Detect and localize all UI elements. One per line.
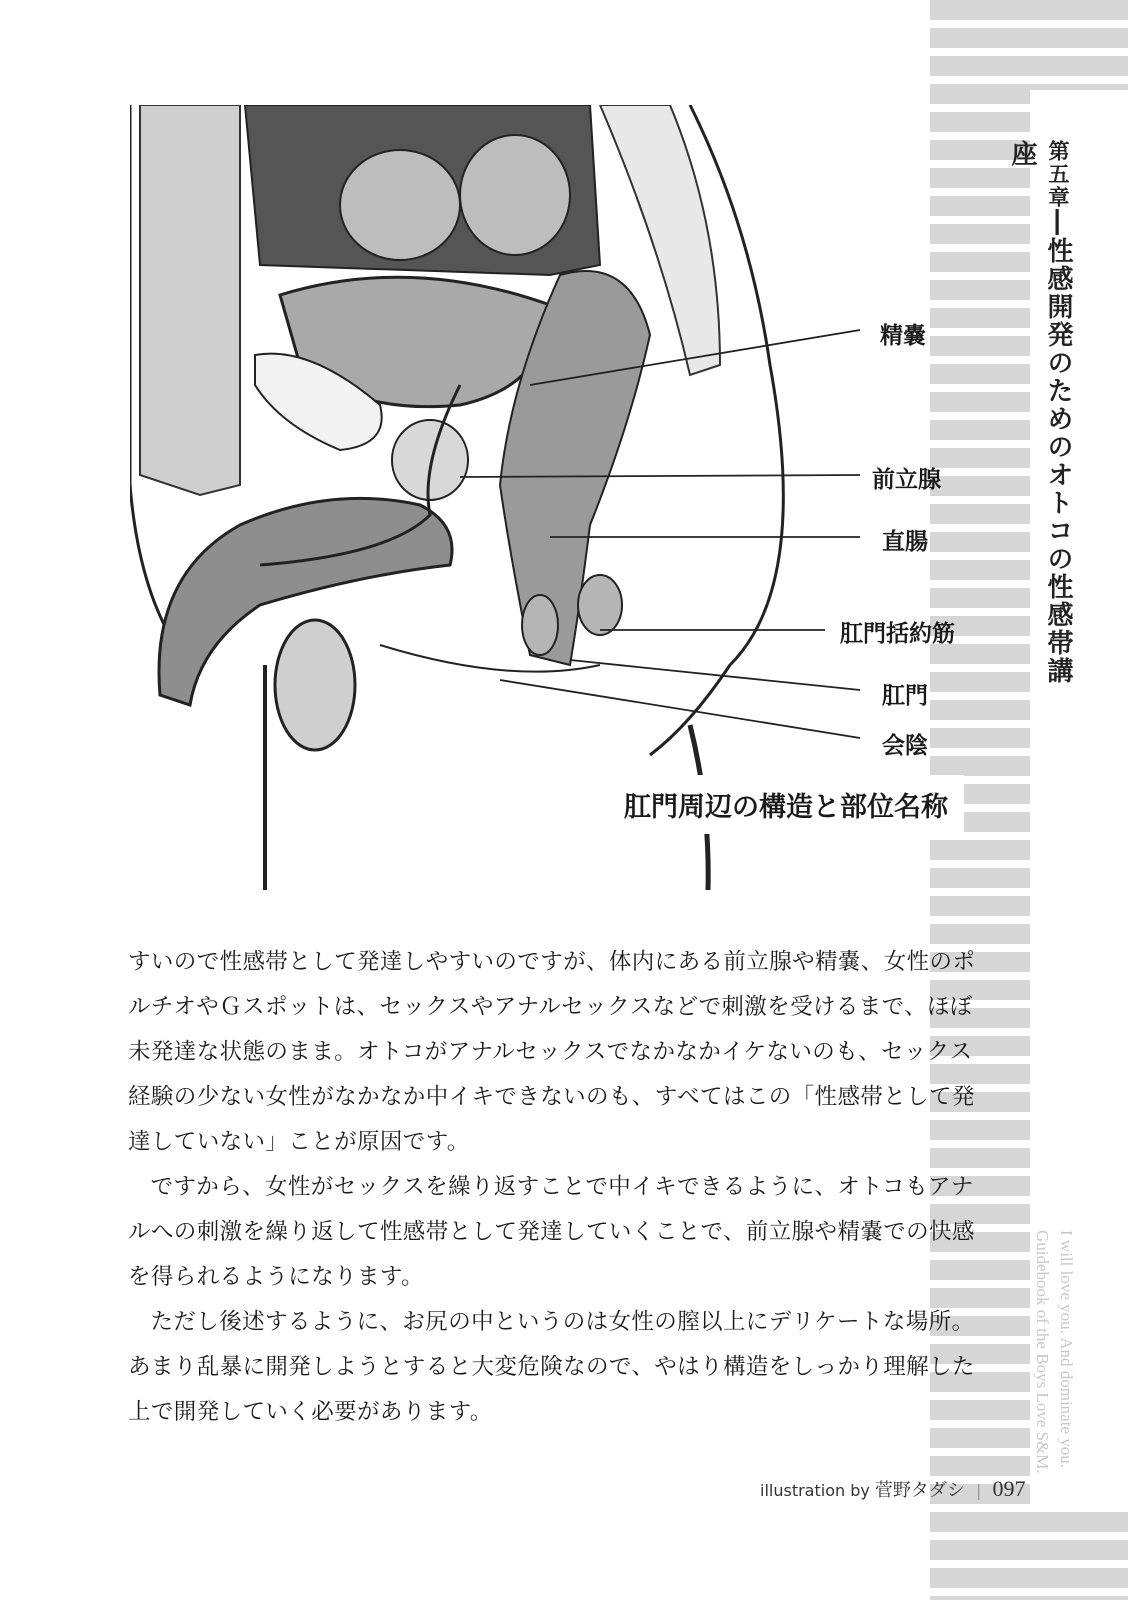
- page-number: 097: [992, 1476, 1026, 1501]
- label-anal-sphincter: 肛門括約筋: [840, 621, 955, 647]
- paragraph: ですから、女性がセックスを繰り返すことで中イキできるように、オトコもアナルへの刺激を繰り返して性感帯として発達していくことで、前立腺や精嚢での快感を得られるようになります。: [128, 1174, 975, 1290]
- chapter-title: 性感開発のためのオトコの性感帯講座: [1007, 140, 1073, 685]
- chapter-number: 第五章: [1046, 140, 1070, 209]
- label-prostate: 前立腺: [872, 467, 941, 493]
- tagline-line-2: Guidebook of the Boys Love S&M.: [1033, 1230, 1052, 1474]
- paragraph: ただし後述するように、お尻の中というのは女性の膣以上にデリケートな場所。あまり乱暴に開発しようとすると大変危険なので、やはり構造をしっかり理解した上で開発していく必要があります。: [128, 1309, 975, 1425]
- paragraph: すいので性感帯として発達しやすいのですが、体内にある前立腺や精嚢、女性のポルチオやＧスポットは、セックスやアナルセックスなどで刺激を受けるまで、ほぼ未発達な状態のまま。オトコがアナルセックスでなかなかイケないのも、セックス経験の少ない女性がなかなか中イキできないのも、すべてはこの「性感帯として発達していない」ことが原因です。: [128, 949, 976, 1155]
- page-footer: [760, 1476, 1050, 1502]
- tagline: [1022, 1230, 1078, 1560]
- footer-separator: |: [976, 1481, 982, 1500]
- credit-prefix: illustration by: [760, 1481, 870, 1500]
- chapter-divider: ―: [1043, 209, 1073, 237]
- label-rectum: 直腸: [882, 529, 928, 555]
- illustrator-name: 菅野タダシ: [874, 1480, 965, 1501]
- label-anus: 肛門: [882, 683, 928, 709]
- chapter-heading: [1007, 140, 1076, 700]
- label-perineum: 会陰: [882, 733, 928, 759]
- label-seminal-vesicle: 精嚢: [880, 323, 926, 349]
- tagline-line-1: I will love you. And dominate you.: [1057, 1230, 1076, 1468]
- figure-caption: 肛門周辺の構造と部位名称: [608, 775, 964, 834]
- body-text: [128, 940, 976, 1435]
